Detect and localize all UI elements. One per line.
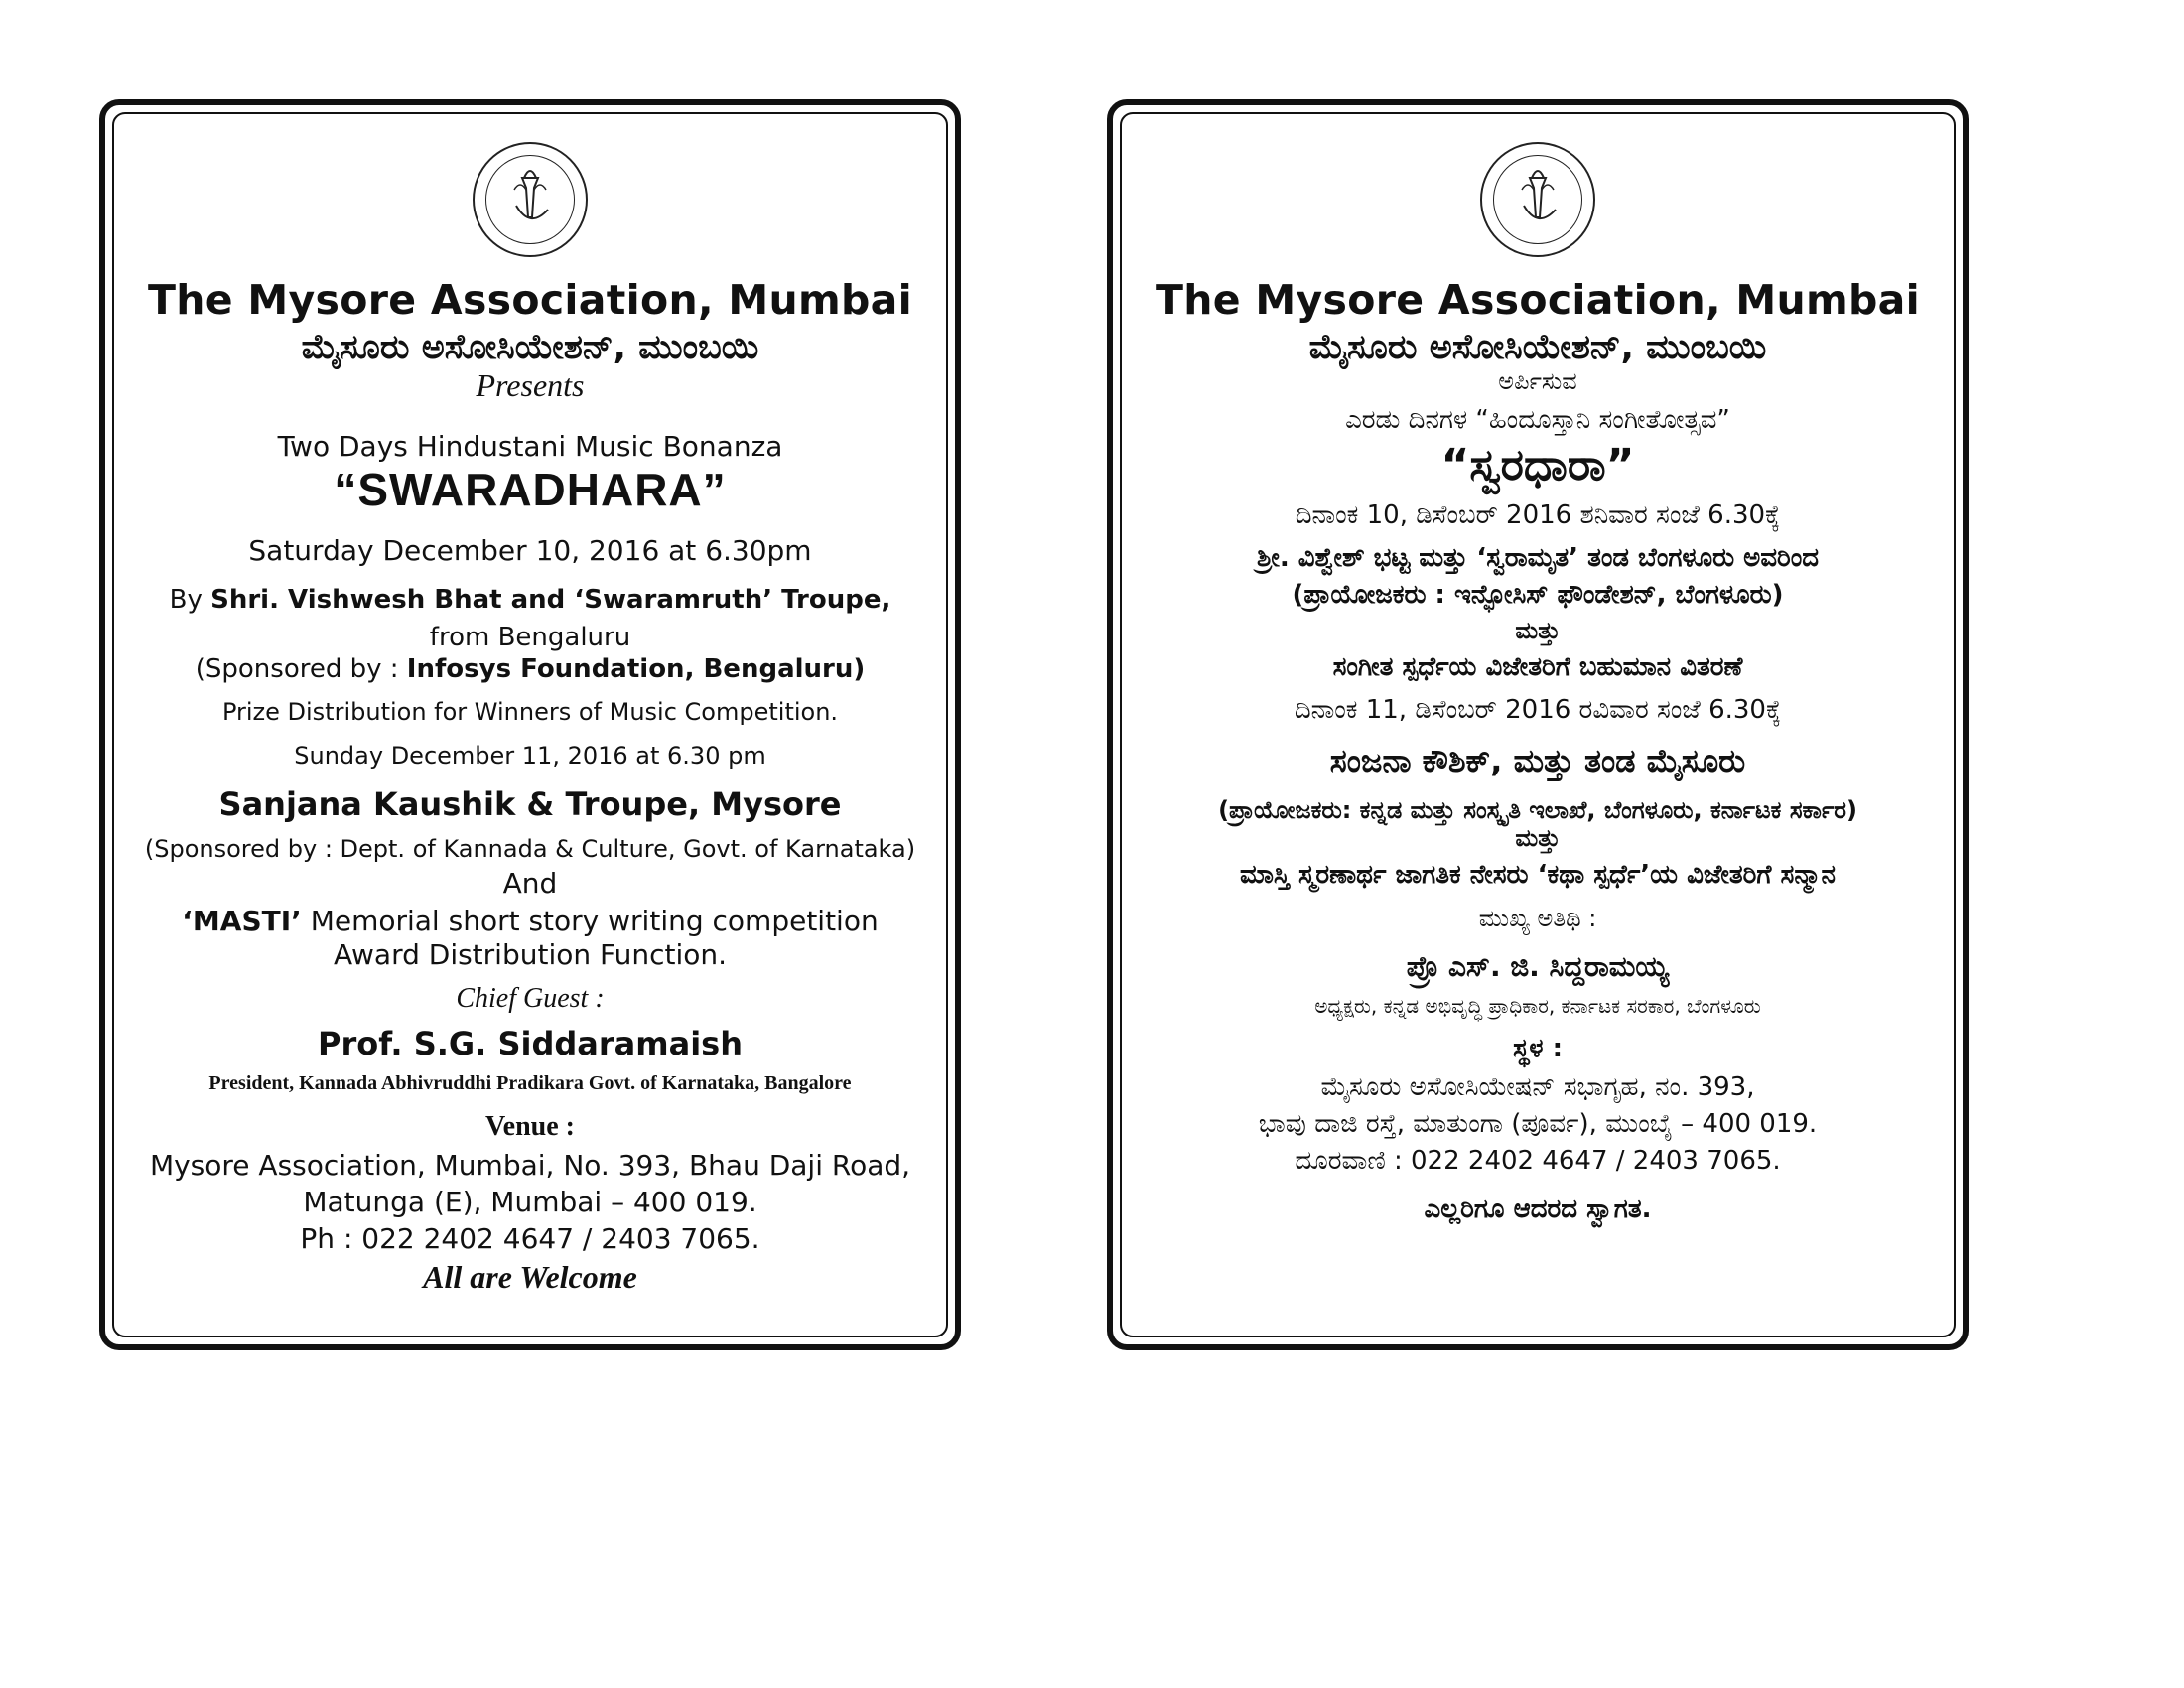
org-name-kannada: ಮೈಸೂರು ಅಸೋಸಿಯೇಶನ್, ಮುಂಬಯಿ xyxy=(1308,328,1767,368)
org-name-kannada: ಮೈಸೂರು ಅಸೋಸಿಯೇಶನ್, ಮುಂಬಯಿ xyxy=(301,328,759,368)
phone-line: Ph : 022 2402 4647 / 2403 7065. xyxy=(300,1222,760,1256)
day2-sponsor: (Sponsored by : Dept. of Kannada & Culture, Govt. of Karnataka) xyxy=(144,835,916,864)
welcome-line: ಎಲ್ಲರಿಗೂ ಆದರದ ಸ್ವಾಗತ. xyxy=(1424,1195,1652,1225)
event-name: “SWARADHARA” xyxy=(334,464,727,516)
event-subtitle: ಎರಡು ದಿನಗಳ “ಹಿಂದೂಸ್ತಾನಿ ಸಂಗೀತೋತ್ಸವ” xyxy=(1345,405,1730,436)
day2-date: Sunday December 11, 2016 at 6.30 pm xyxy=(294,742,766,771)
day1-by-prefix: By xyxy=(169,585,203,616)
day1-from: from Bengaluru xyxy=(429,623,631,653)
venue-line-1: ಮೈಸೂರು ಅಸೋಸಿಯೇಷನ್ ಸಭಾಗೃಹ, ನಂ. 393, xyxy=(1320,1072,1755,1103)
masti-name: ‘MASTI’ xyxy=(182,905,302,938)
kannada-card-inner-border xyxy=(1120,112,1956,1337)
masti-line: ಮಾಸ್ತಿ ಸ್ಮರಣಾರ್ಥ ಜಾಗತಿಕ ನೇಸರು ‘ಕಥಾ ಸ್ಪರ್ಧೆ’ಯ ವಿಜೇತರಿಗೆ ಸನ್ಮಾನ xyxy=(1240,860,1836,891)
day2-sponsor: (ಪ್ರಾಯೋಜಕರು: ಕನ್ನಡ ಮತ್ತು ಸಂಸ್ಕೃತಿ ಇಲಾಖೆ, ಬೆಂಗಳೂರು, ಕರ್ನಾಟಕ ಸರ್ಕಾರ) xyxy=(1218,796,1857,825)
event-name: “ಸ್ವರಧಾರಾ” xyxy=(1440,440,1635,492)
day1-performer: ಶ್ರೀ. ವಿಶ್ವೇಶ್ ಭಟ್ಟ ಮತ್ತು ‘ಸ್ವರಾಮೃತ’ ತಂಡ ಬೆಂಗಳೂರು ಅವರಿಂದ xyxy=(1256,543,1820,574)
day1-sponsor-line xyxy=(196,654,866,684)
day2-date: ದಿನಾಂಕ 11, ಡಿಸೆಂಬರ್ 2016 ರವಿವಾರ ಸಂಜೆ 6.30ಕ್ಕೆ xyxy=(1294,695,1782,726)
english-card-inner-border xyxy=(112,112,948,1337)
event-subtitle: Two Days Hindustani Music Bonanza xyxy=(277,430,783,464)
prize-distribution-line: Prize Distribution for Winners of Music Competition. xyxy=(221,698,839,727)
welcome-line: All are Welcome xyxy=(423,1259,637,1296)
prize-distribution-line: ಸಂಗೀತ ಸ್ಪರ್ಧೆಯ ವಿಜೇತರಿಗೆ ಬಹುಮಾನ ವಿತರಣೆ xyxy=(1332,652,1743,683)
org-name: The Mysore Association, Mumbai xyxy=(1155,276,1920,324)
day2-performer: ಸಂಜನಾ ಕೌಶಿಕ್, ಮತ್ತು ತಂಡ ಮೈಸೂರು xyxy=(1329,742,1746,780)
venue-label: ಸ್ಥಳ : xyxy=(1513,1034,1563,1064)
association-logo-icon xyxy=(1480,142,1595,257)
chief-guest-title: President, Kannada Abhivruddhi Pradikara Govt. of Karnataka, Bangalore xyxy=(208,1072,852,1095)
day1-performer-line xyxy=(170,585,891,615)
day1-date: Saturday December 10, 2016 at 6.30pm xyxy=(248,534,812,568)
chief-guest-name: ಪ್ರೊ ಎಸ್. ಜಿ. ಸಿದ್ದರಾಮಯ್ಯ xyxy=(1406,950,1670,984)
chief-guest-title: ಅಧ್ಯಕ್ಷರು, ಕನ್ನಡ ಅಭಿವೃದ್ಧಿ ಪ್ರಾಧಿಕಾರ, ಕರ್ನಾಟಕ ಸರಕಾರ, ಬೆಂಗಳೂರು xyxy=(1314,994,1761,1019)
masti-line xyxy=(182,904,878,938)
and-label-1: ಮತ್ತು xyxy=(1515,617,1561,645)
phone-line: ದೂರವಾಣಿ : 022 2402 4647 / 2403 7065. xyxy=(1295,1146,1781,1177)
masti-rest: Memorial short story writing competition xyxy=(310,905,879,938)
chief-guest-label: Chief Guest : xyxy=(456,983,605,1015)
kannada-invitation-card xyxy=(1107,99,1969,1350)
english-invitation-card xyxy=(99,99,961,1350)
and-label-2: ಮತ್ತು xyxy=(1515,824,1561,853)
award-line: Award Distribution Function. xyxy=(333,938,728,972)
chief-guest-name: Prof. S.G. Siddaramaish xyxy=(318,1025,743,1063)
presents-label: ಅರ್ಪಿಸುವ xyxy=(1498,367,1577,396)
chief-guest-label: ಮುಖ್ಯ ಅತಿಥಿ : xyxy=(1478,905,1597,933)
day2-performer: Sanjana Kaushik & Troupe, Mysore xyxy=(218,785,842,824)
venue-line-1: Mysore Association, Mumbai, No. 393, Bhau Daji Road, xyxy=(149,1149,911,1183)
day1-sponsor-name: Infosys Foundation, Bengaluru) xyxy=(406,654,866,685)
presents-label: Presents xyxy=(476,367,585,404)
day1-date: ದಿನಾಂಕ 10, ಡಿಸೆಂಬರ್ 2016 ಶನಿವಾರ ಸಂಜೆ 6.30ಕ್ಕೆ xyxy=(1295,500,1781,531)
org-name: The Mysore Association, Mumbai xyxy=(147,276,912,324)
association-logo-icon xyxy=(473,142,588,257)
day1-performer: Shri. Vishwesh Bhat and ‘Swaramruth’ Troupe, xyxy=(210,585,891,616)
day1-sponsor-prefix: (Sponsored by : xyxy=(195,654,399,685)
and-label: And xyxy=(502,867,558,901)
venue-label: Venue : xyxy=(485,1111,575,1143)
venue-line-2: Matunga (E), Mumbai – 400 019. xyxy=(303,1186,757,1219)
day1-sponsor: (ಪ್ರಾಯೋಜಕರು : ಇನ್ಫೋಸಿಸ್ ಫೌಂಡೇಶನ್, ಬೆಂಗಳೂರು) xyxy=(1292,580,1784,611)
venue-line-2: ಭಾವು ದಾಜಿ ರಸ್ತೆ, ಮಾತುಂಗಾ (ಪೂರ್ವ), ಮುಂಬೈ – 400 019. xyxy=(1258,1109,1818,1140)
